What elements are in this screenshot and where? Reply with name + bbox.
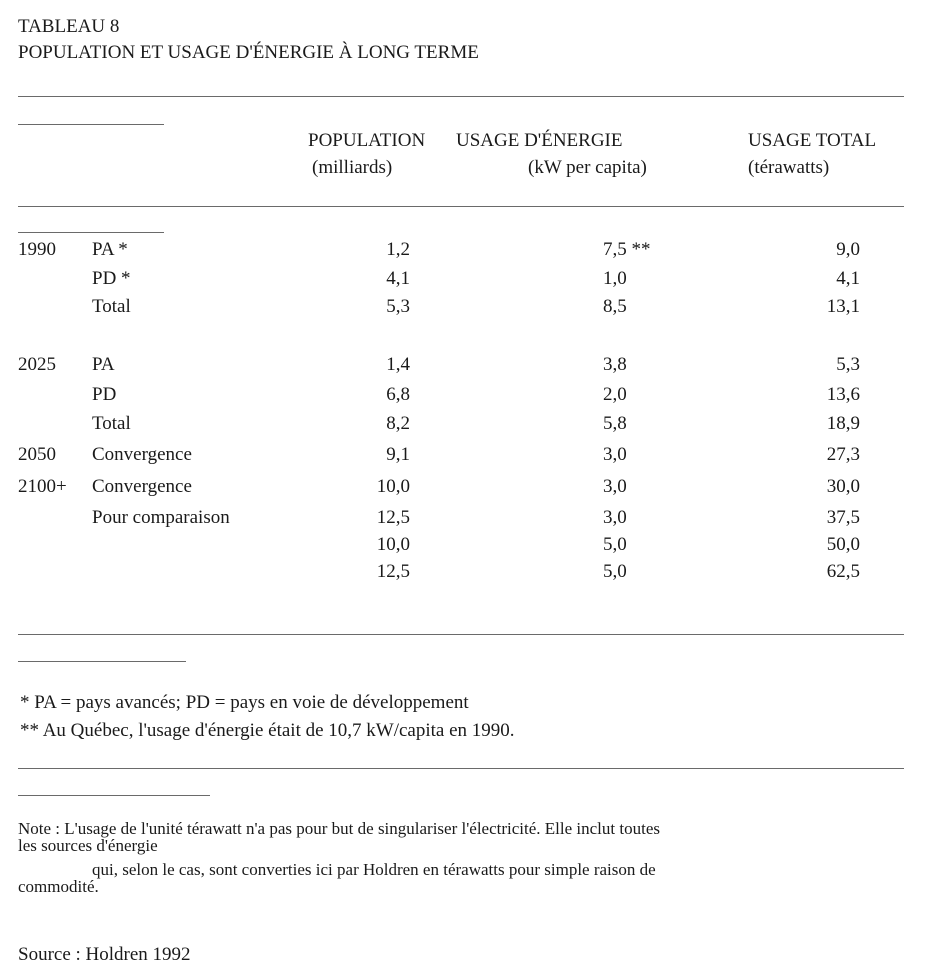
note-line: les sources d'énergie bbox=[18, 836, 158, 855]
divider-short bbox=[18, 661, 186, 662]
row-year: 1990 bbox=[18, 239, 56, 260]
row-total: 13,1 bbox=[826, 296, 860, 317]
divider bbox=[18, 634, 904, 635]
col-population-unit: (milliards) bbox=[312, 157, 393, 178]
row-population: 1,4 bbox=[386, 354, 410, 375]
row-label: PD * bbox=[92, 268, 131, 289]
row-population: 10,0 bbox=[376, 534, 410, 555]
divider-short bbox=[18, 795, 210, 796]
row-population: 10,0 bbox=[376, 476, 410, 497]
row-total: 50,0 bbox=[826, 534, 860, 555]
row-year: 2025 bbox=[18, 354, 56, 375]
note-line: Note : L'usage de l'unité térawatt n'a pas pour but de singulariser l'électricité. Elle inclut toutes bbox=[18, 819, 660, 838]
row-year: 2100+ bbox=[18, 476, 67, 497]
row-total: 30,0 bbox=[826, 476, 860, 497]
row-energy: 3,0 bbox=[603, 476, 627, 497]
row-label: Convergence bbox=[92, 476, 192, 497]
col-total-unit: (térawatts) bbox=[748, 157, 830, 178]
footnote-abbreviations: * PA = pays avancés; PD = pays en voie de développement bbox=[20, 692, 469, 713]
row-energy: 3,0 bbox=[603, 507, 627, 528]
row-energy: 3,8 bbox=[603, 354, 627, 375]
col-energy-title: USAGE D'ÉNERGIE bbox=[456, 130, 623, 151]
row-label: PA bbox=[92, 354, 115, 375]
row-energy: 2,0 bbox=[603, 384, 627, 405]
row-energy: 5,0 bbox=[603, 534, 627, 555]
source-citation: Source : Holdren 1992 bbox=[18, 944, 191, 965]
row-total: 18,9 bbox=[826, 413, 860, 434]
row-energy: 5,0 bbox=[603, 561, 627, 582]
row-label: Total bbox=[92, 413, 131, 434]
row-year: 2050 bbox=[18, 444, 56, 465]
row-label: PD bbox=[92, 384, 117, 405]
note-line: qui, selon le cas, sont converties ici par Holdren en térawatts pour simple raison de bbox=[92, 860, 656, 879]
row-population: 9,1 bbox=[386, 444, 410, 465]
row-label: Total bbox=[92, 296, 131, 317]
divider bbox=[18, 768, 904, 769]
footnote-quebec: ** Au Québec, l'usage d'énergie était de 10,7 kW/capita en 1990. bbox=[20, 720, 515, 741]
divider bbox=[18, 96, 904, 97]
divider-short bbox=[18, 124, 164, 125]
col-population-title: POPULATION bbox=[308, 130, 426, 151]
row-total: 5,3 bbox=[836, 354, 860, 375]
row-label: PA * bbox=[92, 239, 128, 260]
table-label: TABLEAU 8 bbox=[18, 16, 120, 37]
row-label: Pour comparaison bbox=[92, 507, 230, 528]
row-energy: 7,5 ** bbox=[603, 239, 651, 260]
divider-short bbox=[18, 232, 164, 233]
row-population: 4,1 bbox=[386, 268, 410, 289]
note-line: commodité. bbox=[18, 877, 99, 896]
row-energy: 3,0 bbox=[603, 444, 627, 465]
row-total: 13,6 bbox=[826, 384, 860, 405]
row-total: 37,5 bbox=[826, 507, 860, 528]
row-population: 5,3 bbox=[386, 296, 410, 317]
row-population: 12,5 bbox=[376, 507, 410, 528]
row-label: Convergence bbox=[92, 444, 192, 465]
row-total: 27,3 bbox=[826, 444, 860, 465]
row-population: 12,5 bbox=[376, 561, 410, 582]
table-title: POPULATION ET USAGE D'ÉNERGIE À LONG TERME bbox=[18, 42, 479, 63]
row-energy: 8,5 bbox=[603, 296, 627, 317]
row-population: 1,2 bbox=[386, 239, 410, 260]
divider bbox=[18, 206, 904, 207]
row-total: 62,5 bbox=[826, 561, 860, 582]
row-total: 9,0 bbox=[836, 239, 860, 260]
row-population: 8,2 bbox=[386, 413, 410, 434]
row-energy: 5,8 bbox=[603, 413, 627, 434]
col-total-title: USAGE TOTAL bbox=[748, 130, 877, 151]
row-total: 4,1 bbox=[836, 268, 860, 289]
row-energy: 1,0 bbox=[603, 268, 627, 289]
row-population: 6,8 bbox=[386, 384, 410, 405]
col-energy-unit: (kW per capita) bbox=[528, 157, 647, 178]
